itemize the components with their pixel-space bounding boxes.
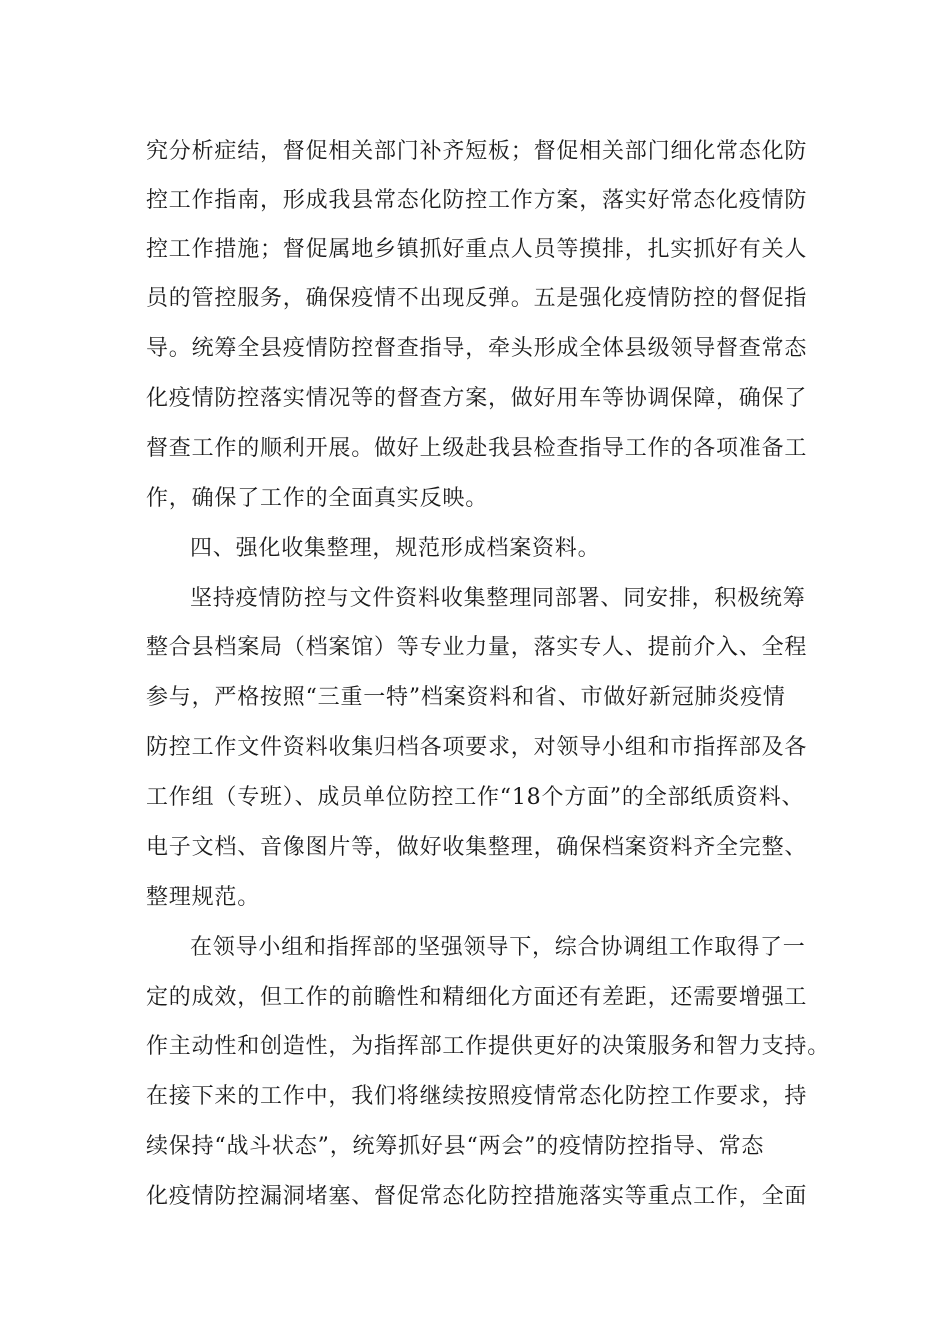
paragraph-line: 防控工作文件资料收集归档各项要求，对领导小组和市指挥部及各: [146, 735, 808, 760]
paragraph-line: 电子文档、音像图片等，做好收集整理，确保档案资料齐全完整、: [146, 835, 808, 860]
paragraph-line: 定的成效，但工作的前瞻性和精细化方面还有差距，还需要增强工: [146, 985, 808, 1010]
section-heading: 四、强化收集整理，规范形成档案资料。: [190, 536, 601, 561]
paragraph-line: 参与，严格按照“三重一特”档案资料和省、市做好新冠肺炎疫情: [146, 685, 786, 710]
paragraph-line: 究分析症结，督促相关部门补齐短板；督促相关部门细化常态化防: [146, 139, 808, 164]
paragraph-line: 化疫情防控落实情况等的督查方案，做好用车等协调保障，确保了: [146, 386, 808, 411]
paragraph-line: 控工作指南，形成我县常态化防控工作方案，落实好常态化疫情防: [146, 188, 808, 213]
paragraph-line: 化疫情防控漏洞堵塞、督促常态化防控措施落实等重点工作，全面: [146, 1184, 808, 1209]
paragraph-line: 在领导小组和指挥部的坚强领导下，综合协调组工作取得了一: [190, 935, 806, 960]
paragraph-line: 续保持“战斗状态”，统筹抓好县“两会”的疫情防控指导、常态: [146, 1134, 765, 1159]
paragraph-line: 工作组（专班）、成员单位防控工作“18个方面”的全部纸质资料、: [146, 785, 805, 810]
paragraph-line: 作，确保了工作的全面真实反映。: [146, 486, 489, 511]
paragraph-line: 作主动性和创造性，为指挥部工作提供更好的决策服务和智力支持。: [146, 1034, 831, 1059]
paragraph-line: 控工作措施；督促属地乡镇抓好重点人员等摸排，扎实抓好有关人: [146, 237, 808, 262]
paragraph-line: 整理规范。: [146, 885, 261, 910]
paragraph-line: 导。统筹全县疫情防控督查指导，牵头形成全体县级领导督查常态: [146, 336, 808, 361]
paragraph-line: 坚持疫情防控与文件资料收集整理同部署、同安排，积极统筹: [190, 586, 806, 611]
paragraph-line: 在接下来的工作中，我们将继续按照疫情常态化防控工作要求，持: [146, 1084, 808, 1109]
paragraph-line: 督查工作的顺利开展。做好上级赴我县检查指导工作的各项准备工: [146, 436, 808, 461]
paragraph-line: 整合县档案局（档案馆）等专业力量，落实专人、提前介入、全程: [146, 635, 808, 660]
paragraph-line: 员的管控服务，确保疫情不出现反弹。五是强化疫情防控的督促指: [146, 286, 808, 311]
